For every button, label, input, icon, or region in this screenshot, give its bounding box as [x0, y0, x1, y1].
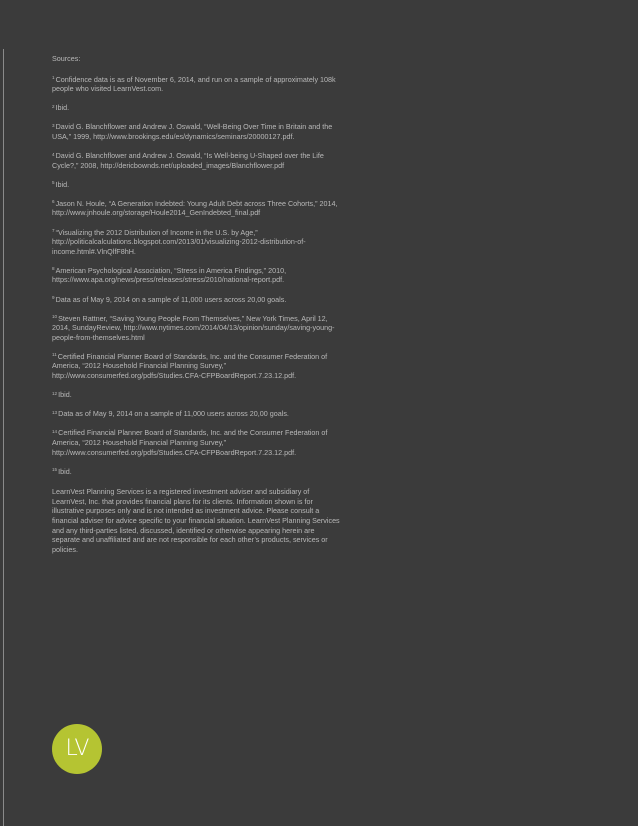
footnote-item: [52, 151, 342, 170]
sources-heading: Sources:: [52, 54, 81, 63]
footnote-item: [52, 467, 342, 477]
footnote-item: [52, 390, 342, 400]
footnote-number: 1: [52, 75, 55, 81]
footnote-number: 10: [52, 314, 58, 320]
footnote-item: [52, 428, 342, 457]
footnote-number: 3: [52, 122, 55, 128]
learnvest-logo: [52, 724, 102, 774]
footnote-item: [52, 266, 342, 285]
footnote-number: 4: [52, 151, 55, 157]
footnote-number: 15: [52, 467, 58, 473]
footnote-text: Data as of May 9, 2014 on a sample of 11,000 users across 20,00 goals.: [55, 294, 287, 304]
footnote-list: [52, 75, 342, 477]
footnote-text: American Psychological Association, “Stress in America Findings,” 2010, https://www.apa.org/news/press/releases/stress/2010/national-report.pdf.: [52, 265, 287, 285]
footnote-number: 2: [52, 103, 55, 109]
footnote-text: Steven Rattner, “Saving Young People From Themselves,” New York Times, April 12, 2014, SundayReview, http://www.nytimes.com/2014/04/13/opinion/sunday/saving-young-people-from-themselves.html: [52, 313, 335, 342]
footnote-item: [52, 314, 342, 343]
sources-section: [52, 54, 342, 562]
left-divider: [3, 49, 4, 826]
footnote-number: 6: [52, 199, 55, 205]
footnote-text: Data as of May 9, 2014 on a sample of 11,000 users across 20,00 goals.: [58, 409, 289, 419]
footnote-item: [52, 122, 342, 141]
footnote-item: [52, 228, 342, 257]
footnote-item: [52, 75, 342, 94]
footnote-number: 12: [52, 390, 58, 396]
footnote-text: Ibid.: [55, 103, 70, 113]
footnote-number: 13: [52, 409, 58, 415]
disclaimer: LearnVest Planning Services is a registered investment adviser and subsidiary of LearnVest, Inc. that provides financial plans for its clients. Information shown is for illustrative purposes only and is not intended as investment advice. Please consult a financial adviser for advice specific to your financial situation. LearnVest Planning Services and any third-parties listed, discussed, identified or otherwise appearing herein are separate and unaffiliated and are not responsible for each other’s products, services or policies.: [52, 487, 340, 554]
footnote-item: [52, 103, 342, 113]
footnote-item: [52, 295, 342, 305]
footnote-text: Ibid.: [58, 466, 72, 476]
footnote-number: 7: [52, 228, 55, 234]
footnote-text: Certified Financial Planner Board of Standards, Inc. and the Consumer Federation of America, “2012 Household Financial Planning Survey,” http://www.consumerfed.org/pdfs/Studies.CFA-CFPBoardReport.7.23.12.pdf.: [52, 351, 328, 381]
footnote-number: 9: [52, 295, 55, 300]
logo-text: LV: [65, 736, 89, 761]
footnote-text: Ibid.: [55, 179, 70, 189]
footnote-number: 8: [52, 266, 55, 272]
footnote-text: Jason N. Houle, “A Generation Indebted: Young Adult Debt across Three Cohorts,” 2014, http://www.jnhoule.org/storage/Houle2014_GenIndebted_final.pdf: [52, 198, 338, 218]
footnote-text: Confidence data is as of November 6, 2014, and run on a sample of approximately 108k people who visited LearnVest.com.: [52, 74, 336, 94]
footnote-text: David G. Blanchflower and Andrew J. Oswald, “Well-Being Over Time in Britain and the USA,” 1999, http://www.brookings.edu/es/dynamics/seminars/20000127.pdf.: [52, 122, 333, 141]
footnote-item: [52, 409, 342, 419]
footnote-item: [52, 180, 342, 190]
footnote-text: Certified Financial Planner Board of Standards, Inc. and the Consumer Federation of America, “2012 Household Financial Planning Survey,” http://www.consumerfed.org/pdfs/Studies.CFA-CFPBoardReport.7.23.12.pdf.: [52, 428, 328, 457]
footnote-number: 14: [52, 428, 58, 434]
footnote-text: Ibid.: [58, 390, 72, 400]
footnote-text: David G. Blanchflower and Andrew J. Oswald, “Is Well-being U-Shaped over the Life Cycle?,” 2008, http://dericbownds.net/uploaded_images/Blanchflower.pdf: [52, 151, 324, 170]
footnote-text: “Visualizing the 2012 Distribution of Income in the U.S. by Age,” http://politicalcalculations.blogspot.com/2013/01/visualizing-2012-distribution-of-income.html#.VlnQlfF8hH.: [52, 227, 306, 256]
footnote-number: 11: [52, 352, 57, 358]
footnote-number: 5: [52, 180, 55, 186]
footnote-item: [52, 199, 342, 218]
footnote-item: [52, 352, 342, 381]
